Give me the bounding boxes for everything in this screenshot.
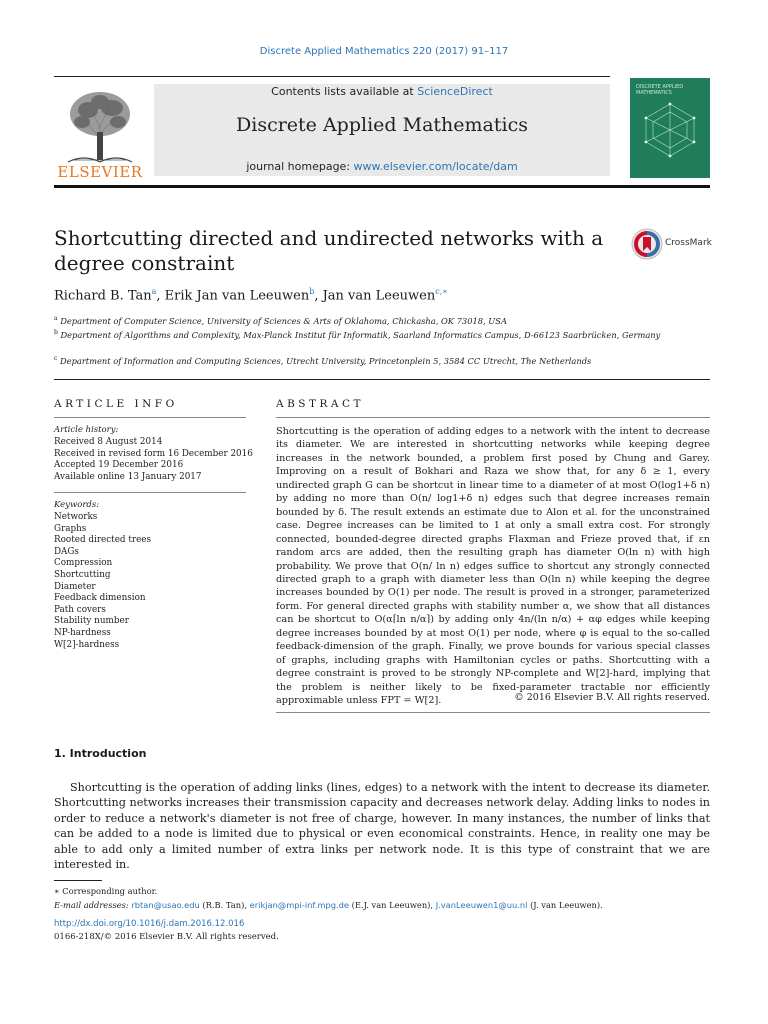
footnote-text: Corresponding author.: [62, 886, 158, 896]
keyword: Path covers: [54, 604, 106, 615]
email-link[interactable]: erikjan@mpi-inf.mpg.de: [249, 900, 349, 910]
footnote-rule: [54, 880, 102, 881]
history-item: Available online 13 January 2017: [54, 471, 202, 482]
keywords-list: [54, 512, 151, 651]
keyword: Graphs: [54, 523, 87, 534]
abstract-bottom-rule: [276, 712, 710, 713]
keywords-label: Keywords:: [54, 500, 100, 510]
header-top-rule: [54, 76, 610, 77]
section-heading-introduction: 1. Introduction: [54, 747, 147, 760]
journal-homepage: [154, 160, 610, 173]
affiliation: [54, 352, 710, 368]
keyword: Shortcutting: [54, 569, 111, 580]
homepage-link[interactable]: www.elsevier.com/locate/dam: [353, 160, 518, 173]
author-list: Richard B. Tan$^a$, Erik Jan van Leeuwen$^b$, Jan van Leeuwen$^{c,∗}$: [54, 287, 448, 304]
homepage-prefix: journal homepage:: [246, 160, 354, 173]
author-name: Richard B. Tan: [54, 288, 152, 304]
crossmark-label[interactable]: CrossMark: [665, 238, 712, 248]
email-owner: (R.B. Tan),: [202, 900, 247, 910]
cover-graph-icon: [640, 100, 700, 160]
author-affiliation-mark[interactable]: a: [151, 287, 157, 296]
keyword: Compression: [54, 558, 113, 569]
keyword: Feedback dimension: [54, 593, 146, 604]
crossmark-icon[interactable]: [631, 228, 663, 260]
author-affiliation-mark[interactable]: b: [309, 287, 315, 296]
email-label: E-mail addresses:: [54, 900, 129, 910]
keyword: Networks: [54, 512, 98, 522]
article-info-rule: [54, 417, 246, 418]
history-item: Received 8 August 2014: [54, 437, 163, 447]
cover-title: DISCRETE APPLIED MATHEMATICS: [636, 84, 684, 96]
email-link[interactable]: rbtan@usao.edu: [131, 900, 200, 910]
email-owner: (E.J. van Leeuwen),: [351, 900, 434, 910]
keyword: W[2]-hardness: [54, 639, 120, 650]
email-link[interactable]: J.vanLeeuwen1@uu.nl: [435, 900, 528, 910]
affiliation: [54, 326, 710, 342]
keyword: DAGs: [54, 546, 79, 557]
sciencedirect-link[interactable]: ScienceDirect: [417, 85, 493, 98]
keywords-rule: [54, 492, 246, 493]
history-item: Received in revised form 16 December 2016: [54, 448, 253, 459]
abstract-text: Shortcutting is the operation of adding edges to a network with the intent to decrease its diameter. We are interested in shortcutting networks while keeping degree increases in the network bounded, a problem first posed by Chung and Garey. Improving on a result of Bokhari and Raza we show that, for any δ ≥ 1, every undirected graph G can be shortcut in linear time to a diameter of at most O(log1+δ n) by adding no more than O(n/ log1+δ n) edges such that degree increases remain bounded by δ. The result extends an estimate due to Alon et al. for the unconstrained case. Degree increases can be limited to 1 at only a small extra cost. For strongly connected, bounded-degree directed graphs Flaxman and Frieze proved that, if εn random arcs are added, then the resulting graph has diameter O(ln n) with high probability. We prove that O(n/ ln n) edges suffice to shortcut any strongly connected directed graph to a graph with diameter less than O(ln n) while keeping the degree increases bounded by O(1) per node. The result is proved in a stronger, parameterized form. For general directed graphs with stability number α, we show that all distances can be shortcut to O(α⌈ln n/α⌉) by adding only 4n/(ln n/α) + αφ edges while keeping degree increases bounded by at most O(1) per node, where φ is equal to the so-called feedback-dimension of the graph. Finally, we prove bounds for various special classes of graphs, including graphs with Hamiltonian cycles or paths. Shortcutting with a degree constraint is proved to be strongly NP-complete and W[2]-hard, implying that the problem is neither likely to be fixed-parameter tractable nor efficiently approximable unless FPT = W[2].: [276, 426, 710, 707]
affiliation-mark: b: [54, 329, 58, 336]
title-block-rule: [54, 379, 710, 380]
elsevier-wordmark: ELSEVIER: [57, 163, 143, 181]
keyword: Stability number: [54, 616, 129, 627]
introduction-paragraph: Shortcutting is the operation of adding links (lines, edges) to a network with the intent to decrease its diameter. Shortcutting networks increases their transmission capacity and decreases network delay. Adding links to nodes in order to reduce a network's diameter is not free of charge, however. In many instances, the number of links that can be added to a node is limited due to physical or even economical constraints. Hence, in reality one may be able to add only a limited number of extra links per network node. It is this type of constraint that we are interested in.: [54, 781, 710, 872]
author-name: Jan van Leeuwen: [322, 288, 436, 304]
email-owner: (J. van Leeuwen).: [530, 900, 603, 910]
author-name: Erik Jan van Leeuwen: [164, 288, 310, 304]
article-history-list: [54, 437, 253, 483]
affiliation-mark: c: [54, 355, 58, 362]
header-bottom-rule: [54, 185, 710, 188]
contents-prefix: Contents lists available at: [271, 85, 418, 98]
keyword: NP-hardness: [54, 627, 111, 638]
journal-cover-thumbnail[interactable]: [630, 78, 710, 178]
abstract-top-rule: [276, 417, 710, 418]
author-affiliation-mark[interactable]: c,∗: [435, 287, 448, 296]
affiliation-text: Department of Computer Science, University of Sciences & Arts of Oklahoma, Chickasha, OK 73018, USA: [60, 315, 507, 326]
abstract-heading: ABSTRACT: [276, 398, 365, 410]
email-footnote: [54, 900, 603, 910]
article-history-label: Article history:: [54, 425, 119, 435]
keyword: Diameter: [54, 581, 96, 592]
affiliation-text: Department of Algorithms and Complexity, Max-Planck Institut für Informatik, Saarland Informatics Campus, D-66123 Saarbrücken, Germany: [60, 329, 661, 340]
affiliation-text: Department of Information and Computing Sciences, Utrecht University, Princetonplein 5, 3584 CC Utrecht, The Netherlands: [60, 355, 592, 366]
keyword: Rooted directed trees: [54, 535, 152, 546]
footnote-mark: ∗: [54, 886, 60, 896]
article-info-heading: ARTICLE INFO: [54, 398, 178, 410]
issn-line: 0166-218X/© 2016 Elsevier B.V. All rights reserved.: [54, 932, 279, 942]
doi-link[interactable]: http://dx.doi.org/10.1016/j.dam.2016.12.016: [54, 919, 245, 929]
contents-line: [154, 85, 610, 98]
corresponding-author-note: [54, 886, 157, 896]
journal-title: Discrete Applied Mathematics: [236, 114, 528, 136]
history-item: Accepted 19 December 2016: [54, 460, 184, 471]
abstract-copyright: © 2016 Elsevier B.V. All rights reserved.: [514, 692, 710, 703]
article-title: Shortcutting directed and undirected networks with a degree constraint: [54, 226, 604, 275]
journal-reference[interactable]: Discrete Applied Mathematics 220 (2017) 91–117: [259, 46, 509, 57]
affiliation-mark: a: [54, 315, 58, 322]
